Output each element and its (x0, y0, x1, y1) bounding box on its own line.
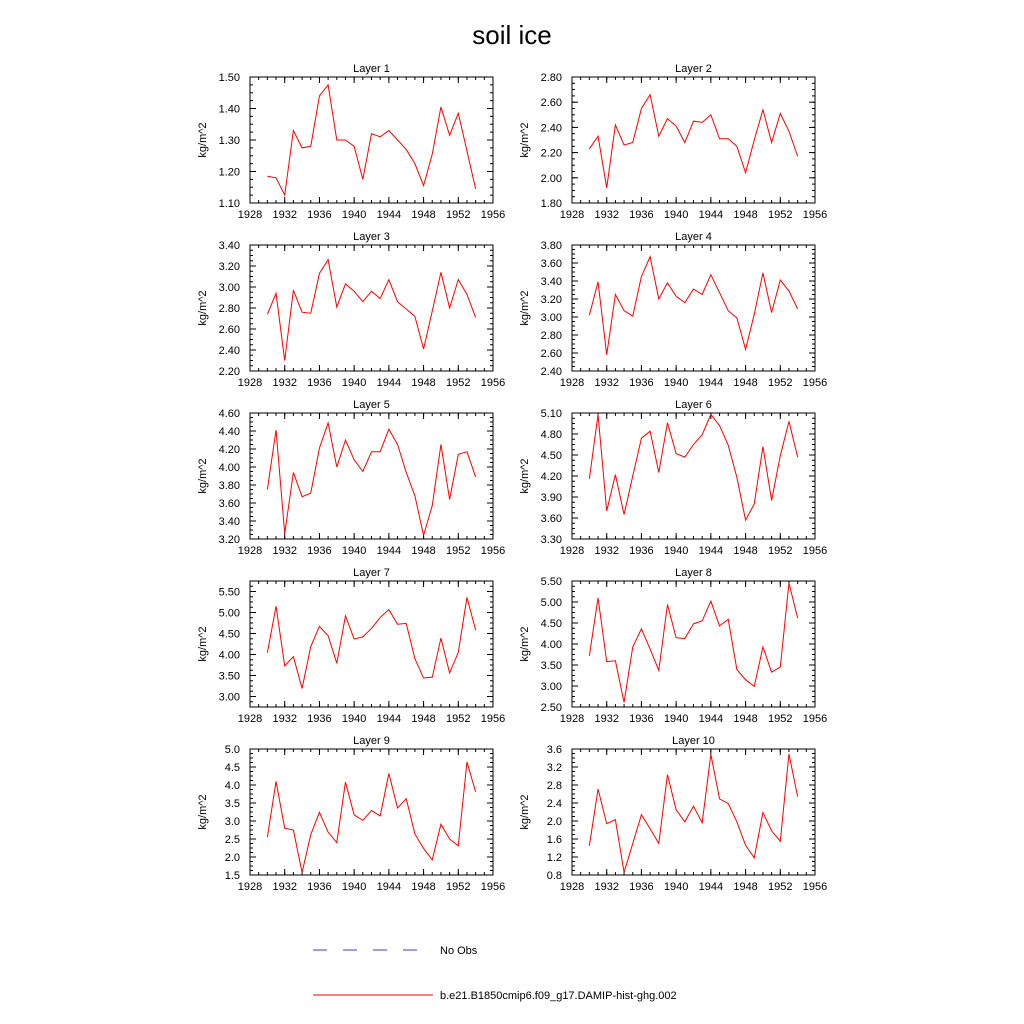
x-tick-label: 1956 (480, 713, 506, 725)
y-axis-label: kg/m^2 (519, 458, 531, 494)
x-tick-label: 1936 (629, 377, 654, 389)
x-tick-label: 1940 (663, 377, 689, 389)
x-tick-label: 1956 (802, 713, 828, 725)
panel-layer-8 (519, 567, 827, 725)
x-tick-label: 1932 (594, 545, 619, 557)
x-tick-label: 1944 (698, 881, 724, 893)
y-tick-label: 2.0 (546, 816, 562, 828)
panel-layer-4 (519, 231, 827, 389)
y-tick-label: 3.50 (540, 660, 562, 672)
y-tick-label: 2.60 (540, 97, 562, 110)
x-tick-label: 1940 (663, 209, 689, 221)
series-line-1 (267, 260, 475, 361)
x-tick-label: 1940 (341, 713, 367, 725)
x-tick-label: 1956 (802, 881, 828, 893)
panel-layer-9 (197, 735, 505, 893)
plot-frame (572, 581, 815, 707)
legend (313, 945, 677, 1002)
y-tick-label: 1.10 (218, 198, 240, 210)
series-line-1 (267, 85, 475, 195)
x-tick-label: 1936 (629, 209, 654, 221)
panel-title: Layer 5 (353, 399, 390, 411)
x-tick-label: 1936 (307, 713, 332, 725)
series-line-1 (589, 95, 797, 188)
x-tick-label: 1932 (594, 881, 619, 893)
y-tick-label: 3.40 (218, 240, 240, 252)
y-axis-label: kg/m^2 (519, 290, 531, 326)
y-tick-label: 5.10 (540, 408, 562, 420)
y-tick-label: 4.20 (218, 444, 240, 456)
x-tick-label: 1948 (733, 881, 758, 893)
x-tick-label: 1948 (411, 881, 436, 893)
x-tick-label: 1952 (768, 377, 793, 389)
x-tick-label: 1952 (446, 209, 471, 221)
y-tick-label: 4.0 (224, 780, 240, 792)
y-tick-label: 3.5 (224, 798, 240, 810)
x-tick-label: 1928 (559, 881, 585, 893)
x-tick-label: 1932 (272, 713, 297, 725)
panel-title: Layer 9 (353, 735, 390, 747)
plot-frame (572, 749, 815, 875)
x-tick-label: 1944 (376, 209, 402, 221)
plot-frame (250, 581, 493, 707)
y-tick-label: 1.40 (218, 103, 240, 116)
y-tick-label: 3.0 (224, 816, 240, 828)
panel-layer-5 (197, 399, 505, 557)
y-tick-label: 3.00 (540, 681, 562, 693)
y-tick-label: 3.80 (218, 480, 240, 492)
plot-frame (572, 413, 815, 539)
y-tick-label: 3.60 (218, 498, 240, 510)
x-tick-label: 1940 (341, 209, 367, 221)
x-tick-label: 1948 (411, 377, 436, 389)
y-tick-label: 4.20 (540, 471, 562, 483)
y-tick-label: 4.50 (540, 618, 562, 630)
y-tick-label: 2.20 (218, 366, 240, 378)
x-tick-label: 1944 (376, 545, 402, 557)
y-tick-label: 2.50 (540, 702, 562, 714)
series-line-1 (267, 423, 475, 536)
y-tick-label: 4.5 (224, 762, 240, 774)
x-tick-label: 1936 (307, 209, 332, 221)
x-tick-label: 1948 (733, 545, 758, 557)
panel-layer-6 (519, 399, 827, 557)
y-tick-label: 3.60 (540, 258, 562, 270)
y-axis-label: kg/m^2 (197, 458, 209, 494)
panel-layer-2 (519, 63, 827, 221)
y-tick-label: 4.80 (540, 429, 562, 441)
x-tick-label: 1956 (480, 545, 506, 557)
x-tick-label: 1956 (480, 881, 506, 893)
y-tick-label: 3.80 (540, 240, 562, 252)
x-tick-label: 1952 (768, 713, 793, 725)
x-tick-label: 1928 (237, 377, 263, 389)
y-tick-label: 2.80 (540, 72, 562, 84)
panel-title: Layer 6 (675, 399, 712, 411)
y-tick-label: 4.60 (218, 408, 240, 420)
x-tick-label: 1936 (307, 545, 332, 557)
y-tick-label: 5.0 (224, 744, 240, 756)
x-tick-label: 1932 (594, 377, 619, 389)
x-tick-label: 1940 (663, 713, 689, 725)
y-axis-label: kg/m^2 (197, 626, 209, 662)
x-tick-label: 1952 (446, 713, 471, 725)
x-tick-label: 1944 (698, 713, 724, 725)
x-tick-label: 1952 (446, 377, 471, 389)
y-tick-label: 1.5 (224, 870, 240, 882)
x-tick-label: 1936 (629, 881, 654, 893)
y-tick-label: 5.00 (540, 597, 562, 609)
panel-title: Layer 10 (672, 735, 715, 747)
x-tick-label: 1940 (663, 881, 689, 893)
plot-frame (572, 77, 815, 203)
y-tick-label: 3.00 (218, 282, 240, 294)
y-tick-label: 4.00 (218, 649, 240, 662)
y-axis-label: kg/m^2 (519, 794, 531, 830)
x-tick-label: 1948 (411, 545, 436, 557)
x-tick-label: 1940 (341, 545, 367, 557)
x-tick-label: 1936 (307, 377, 332, 389)
y-tick-label: 1.6 (546, 834, 562, 846)
y-tick-label: 3.30 (540, 534, 562, 546)
y-tick-label: 2.5 (224, 834, 240, 846)
y-tick-label: 2.0 (224, 852, 240, 864)
series-line-1 (589, 257, 797, 355)
y-tick-label: 2.80 (540, 330, 562, 342)
x-tick-label: 1932 (594, 209, 619, 221)
y-tick-label: 2.40 (540, 122, 562, 135)
x-tick-label: 1940 (663, 545, 689, 557)
y-tick-label: 3.6 (546, 744, 562, 756)
plot-frame (572, 245, 815, 371)
panel-title: Layer 4 (675, 231, 712, 243)
y-axis-label: kg/m^2 (197, 122, 209, 158)
plot-frame (250, 245, 493, 371)
x-tick-label: 1928 (559, 713, 585, 725)
x-tick-label: 1956 (480, 209, 506, 221)
x-tick-label: 1944 (698, 209, 724, 221)
panel-layer-7 (197, 567, 505, 725)
x-tick-label: 1952 (768, 881, 793, 893)
y-tick-label: 5.50 (540, 576, 562, 588)
x-tick-label: 1932 (594, 713, 619, 725)
series-line-1 (589, 754, 797, 872)
legend-no-obs-label: No Obs (440, 945, 478, 957)
x-tick-label: 1936 (307, 881, 332, 893)
y-tick-label: 1.50 (218, 72, 240, 84)
x-tick-label: 1952 (768, 209, 793, 221)
panel-layer-1 (197, 63, 505, 221)
panels (197, 63, 827, 893)
x-tick-label: 1948 (411, 209, 436, 221)
panel-title: Layer 3 (353, 231, 390, 243)
x-tick-label: 1944 (698, 377, 724, 389)
y-tick-label: 2.00 (540, 172, 562, 185)
x-tick-label: 1928 (237, 209, 263, 221)
x-tick-label: 1944 (376, 377, 402, 389)
x-tick-label: 1948 (733, 377, 758, 389)
y-tick-label: 1.30 (218, 135, 240, 147)
y-tick-label: 2.40 (218, 345, 240, 357)
x-tick-label: 1944 (376, 881, 402, 893)
x-tick-label: 1936 (629, 545, 654, 557)
panel-layer-3 (197, 231, 505, 389)
x-tick-label: 1952 (768, 545, 793, 557)
x-tick-label: 1940 (341, 377, 367, 389)
y-tick-label: 3.00 (218, 691, 240, 704)
y-axis-label: kg/m^2 (519, 122, 531, 158)
x-tick-label: 1952 (446, 881, 471, 893)
series-line-1 (267, 762, 475, 873)
y-tick-label: 3.00 (540, 312, 562, 324)
y-tick-label: 2.80 (218, 303, 240, 315)
y-tick-label: 3.20 (540, 294, 562, 306)
y-tick-label: 0.8 (546, 870, 562, 882)
x-tick-label: 1928 (237, 545, 263, 557)
y-tick-label: 3.40 (218, 516, 240, 528)
x-tick-label: 1928 (559, 545, 585, 557)
y-tick-label: 3.20 (218, 261, 240, 273)
x-tick-label: 1948 (733, 713, 758, 725)
y-tick-label: 4.40 (218, 426, 240, 438)
y-tick-label: 4.50 (218, 628, 240, 641)
y-axis-label: kg/m^2 (197, 290, 209, 326)
panel-title: Layer 7 (353, 567, 390, 579)
y-tick-label: 1.80 (540, 198, 562, 210)
x-tick-label: 1952 (446, 545, 471, 557)
y-tick-label: 5.50 (218, 586, 240, 599)
y-tick-label: 2.20 (540, 147, 562, 160)
x-tick-label: 1928 (559, 209, 585, 221)
x-tick-label: 1932 (272, 881, 297, 893)
x-tick-label: 1932 (272, 545, 297, 557)
y-tick-label: 5.00 (218, 607, 240, 620)
x-tick-label: 1928 (237, 713, 263, 725)
x-tick-label: 1948 (411, 713, 436, 725)
x-tick-label: 1956 (480, 377, 506, 389)
y-tick-label: 1.20 (218, 166, 240, 179)
y-tick-label: 2.8 (546, 780, 562, 792)
x-tick-label: 1956 (802, 377, 828, 389)
y-tick-label: 2.4 (546, 798, 562, 810)
panel-title: Layer 2 (675, 63, 712, 75)
y-axis-label: kg/m^2 (519, 626, 531, 662)
y-tick-label: 4.00 (218, 462, 240, 474)
panel-layer-10 (519, 735, 827, 893)
y-tick-label: 2.60 (218, 324, 240, 336)
y-tick-label: 2.40 (540, 366, 562, 378)
y-tick-label: 3.20 (218, 534, 240, 546)
y-tick-label: 4.00 (540, 639, 562, 651)
legend-model-label: b.e21.B1850cmip6.f09_g17.DAMIP-hist-ghg.002 (440, 990, 677, 1002)
x-tick-label: 1928 (237, 881, 263, 893)
y-tick-label: 4.50 (540, 450, 562, 462)
y-tick-label: 3.2 (546, 762, 562, 774)
series-line-1 (589, 414, 797, 520)
plot-frame (250, 749, 493, 875)
series-line-1 (267, 597, 475, 688)
x-tick-label: 1944 (698, 545, 724, 557)
panel-title: Layer 8 (675, 567, 712, 579)
x-tick-label: 1956 (802, 545, 828, 557)
x-tick-label: 1944 (376, 713, 402, 725)
series-line-1 (589, 583, 797, 702)
x-tick-label: 1928 (559, 377, 585, 389)
y-tick-label: 3.50 (218, 670, 240, 683)
panel-title: Layer 1 (353, 63, 390, 75)
x-tick-label: 1940 (341, 881, 367, 893)
y-tick-label: 3.40 (540, 276, 562, 288)
y-tick-label: 1.2 (546, 852, 562, 864)
x-tick-label: 1956 (802, 209, 828, 221)
figure-title: soil ice (472, 20, 552, 50)
x-tick-label: 1932 (272, 209, 297, 221)
y-tick-label: 3.60 (540, 513, 562, 525)
x-tick-label: 1932 (272, 377, 297, 389)
x-tick-label: 1948 (733, 209, 758, 221)
y-tick-label: 2.60 (540, 348, 562, 360)
x-tick-label: 1936 (629, 713, 654, 725)
y-axis-label: kg/m^2 (197, 794, 209, 830)
y-tick-label: 3.90 (540, 492, 562, 504)
